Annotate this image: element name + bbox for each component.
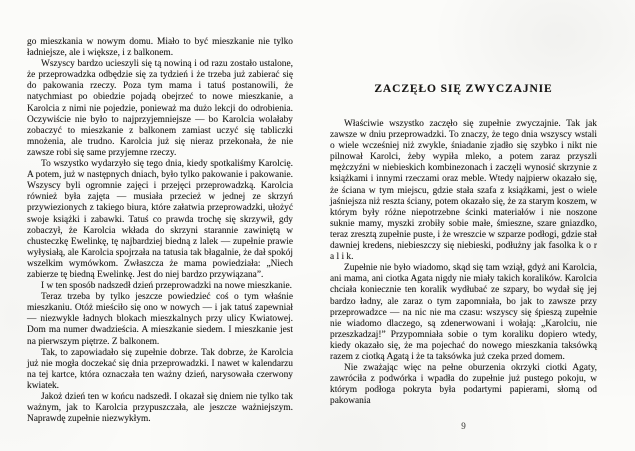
- paragraph: Jakoż dzień ten w końcu nadszedł. I okazał się dniem nie tylko tak ważnym, jak to Karolcia przypuszczała, ale jeszcze ważniejszym. Naprawdę zupełnie niezwykłym.: [27, 392, 293, 425]
- paragraph: Teraz trzeba by tylko jeszcze powiedzieć coś o tym właśnie mieszkaniu. Otóż mieściło się ono w nowych — i jak tatuś zapewniał — niezwykle ładnych blokach mieszkalnych przy ulicy Kwiatowej. Dom ma numer dwadzieścia. A mieszkanie siedem. I mieszkanie jest na pierwszym piętrze. Z balkonem.: [27, 292, 293, 347]
- paragraph: Nie zważając więc na pełne oburzenia okrzyki ciotki Agaty, zawróciła z podwórka i wpadła do zupełnie już pustego pokoju, w którym podłoga pokryta była podartymi papierami, słomą od pakowania: [330, 363, 597, 407]
- paragraph: Tak, to zapowiadało się zupełnie dobrze. Tak dobrze, że Karolcia już nie mogła doczekać się dnia przeprowadzki. I nawet w kalendarzu na tej kartce, która oznaczała ten ważny dzień, narysowała czerwony kwiatek.: [27, 347, 293, 391]
- paragraph: Zupełnie nie było wiadomo, skąd się tam wziął, gdyż ani Karolcia, ani mama, ani ciotka Agata nigdy nie miały takich koralików. Karolcia chciała koniecznie ten koralik wydłubać ze szpary, bo wydał się jej bardzo ładny, ale zaraz o tym zapomniała, bo jak to zawsze przy przeprowadzce — na nic nie ma czasu: wszyscy się śpieszą zupełnie nie wiadomo dlaczego, są zdenerwowani i wołają: „Karolciu, nie przeszkadzaj!” Przypomniała sobie o tym koraliku dopiero wtedy, kiedy okazało się, że ma pojechać do nowego mieszkania taksówką razem z ciotką Agatą i że ta taksówka już czeka przed domem.: [330, 263, 597, 362]
- chapter-title: ZACZĘŁO SIĘ ZWYCZAJNIE: [374, 83, 553, 95]
- paragraph: I w ten sposób nadszedł dzień przeprowadzki na nowe mieszkanie.: [41, 281, 292, 292]
- left-page: [27, 0, 293, 425]
- paragraph: Właściwie wszystko zaczęło się zupełnie zwyczajnie. Tak jak zawsze w dniu przeprowadzki. To znaczy, że tego dnia wszyscy wstali o wiele wcześniej niż zwykle, śniadanie zjadło się szybko i nikt nie pilnował Karolci, żeby wypiła mleko, a potem zaraz przyszli mężczyźni w niebieskich kombinezonach i zaczęli wynosić skrzynie z książkami i innymi rzeczami oraz meble. Wtedy najpierw okazało się, że ściana w tym miejscu, gdzie stała szafa z książkami, jest o wiele jaśniejsza niż reszta ściany, potem okazało się, że za starym koszem, w którym były różne niepotrzebne ścinki materiałów i nie noszone suknie mamy, myszki zrobiły sobie małe, śmieszne, szare gniazdko, teraz zresztą zupełnie puste, i że wreszcie w szparze podłogi, gdzie stał dawniej kredens, niebieszczy się niebieski, podłużny jak fasolka k o r a l i k.: [330, 119, 597, 263]
- right-page: [330, 0, 597, 407]
- page-number: 9: [461, 421, 466, 431]
- paragraph: go mieszkania w nowym domu. Miało to być mieszkanie nie tylko ładniejsze, ale i większe, i z balkonem.: [27, 37, 293, 59]
- paragraph: Wszyscy bardzo ucieszyli się tą nowiną i od razu zostało ustalone, że przeprowadzka odbędzie się za tydzień i że trzeba już zabierać się do pakowania rzeczy. Poza tym mama i tatuś postanowili, że natychmiast po obiedzie pojadą obejrzeć to nowe mieszkanie, a Karolcia z nimi nie pojedzie, ponieważ ma dużo lekcji do odrobienia. Oczywiście nie było to najprzyjemniejsze — bo Karolcia wolałaby zobaczyć to mieszkanie z balkonem zamiast uczyć się tabliczki mnożenia, ale trudno. Karolcia już się nieraz przekonała, że nie zawsze robi się same przyjemne rzeczy.: [27, 59, 293, 158]
- paragraph: To wszystko wydarzyło się tego dnia, kiedy spotkaliśmy Karolcię. A potem, już w następnych dniach, było tylko pakowanie i pakowanie. Wszyscy byli ogromnie zajęci i przejęci przeprowadzką. Karolcia również była zajęta — musiała przecież w jednej ze skrzyń przywiezionych z takiego biura, które załatwia przeprowadzki, ułożyć swoje książki i zabawki. Tatuś co prawda trochę się skrzywił, gdy zobaczył, że Karolcia wkłada do skrzyni starannie zawiniętą w chusteczkę Ewelinkę, tę najbardziej biedną z lalek — zupełnie prawie wyłysiałą, ale Karolcia spojrzała na tatusia tak błagalnie, że dał spokój wszelkim wymówkom. Zwłaszcza że mama powiedziała: „Niech zabierze tę biedną Ewelinkę. Jest do niej bardzo przywiązana”.: [27, 159, 293, 280]
